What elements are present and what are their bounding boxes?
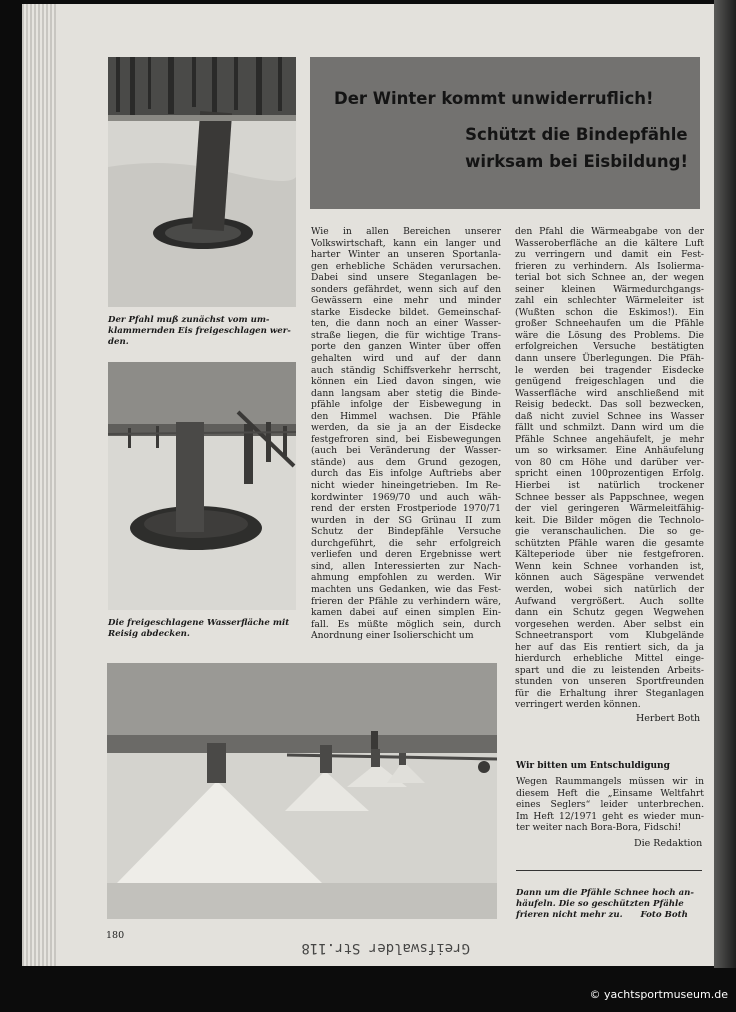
text-line: Pfähle Schnee angehäufelt, je mehr bbox=[515, 433, 704, 445]
text-line: den Pfahl die Wärmeabgabe von der bbox=[515, 226, 704, 237]
text-line: Reisig bedeckt. Das soll bezwecken, bbox=[515, 399, 704, 411]
text-line: Im Heft 12/1971 geht es wieder mun- bbox=[516, 810, 704, 822]
caption-line: frieren nicht mehr zu. Foto Both bbox=[516, 910, 688, 920]
text-line: wurden in der SG Grünau II zum bbox=[311, 514, 501, 526]
text-line: Aufwand vergrößert. Auch sollte bbox=[515, 595, 704, 607]
photo-reisig-cover bbox=[108, 362, 296, 610]
text-line: kordwinter 1969/70 und auch wäh- bbox=[311, 491, 501, 503]
text-line: ahmung empfohlen zu werden. Wir bbox=[311, 572, 501, 584]
text-line: (Wußten schon die Eskimos!). Ein bbox=[515, 306, 704, 318]
text-line: dann unsere Überlegungen. Die Pfäh- bbox=[515, 353, 704, 365]
text-line: kamen dabei auf einen simplen Ein- bbox=[311, 607, 501, 619]
caption-line: Der Pfahl muß zunächst vom um- bbox=[108, 315, 270, 325]
text-line: terial bot sich Schnee an, der wegen bbox=[515, 272, 704, 284]
text-line: Schutz der Bindepfähle Versuche bbox=[311, 526, 501, 538]
caption-line: Reisig abdecken. bbox=[108, 629, 190, 639]
headline-line-3: wirksam bei Eisbildung! bbox=[465, 152, 688, 171]
text-line: fällt und schmilzt. Dann wird um die bbox=[515, 422, 704, 434]
text-line: le werden bei tragender Eisdecke bbox=[515, 364, 704, 376]
text-line: Kälteperiode über nie festgefroren. bbox=[515, 549, 704, 561]
text-line: auch ständig Schiffsverkehr herrscht, bbox=[311, 364, 501, 376]
text-line: können ein Lied davon singen, wie bbox=[311, 376, 501, 388]
text-line: (auch bei Veränderung der Wasser- bbox=[311, 445, 501, 457]
text-line: großer Schneehaufen um die Pfähle bbox=[515, 318, 704, 330]
text-line: rend der ersten Frostperiode 1970/71 bbox=[311, 503, 501, 515]
text-line: stände) aus dem Grund gezogen, bbox=[311, 456, 501, 468]
text-line: daß nicht zuviel Schnee ins Wasser bbox=[515, 410, 704, 422]
text-line: zu verringern und damit ein Fest- bbox=[515, 249, 704, 261]
text-line: Wegen Raummangels müssen wir in bbox=[516, 776, 704, 787]
caption-photo-3 bbox=[516, 888, 706, 921]
text-line: zahl ein schlechter Wärmeleiter ist bbox=[515, 295, 704, 307]
text-line: Schneetransport vom Klubgelände bbox=[515, 630, 704, 642]
text-line: spart und die zu leistenden Arbeits- bbox=[515, 664, 704, 676]
text-line: gehalten wird und auf der dann bbox=[311, 353, 501, 365]
editorial-signature: Die Redaktion bbox=[634, 838, 703, 849]
text-line: durch das Eis infolge Auftriebs aber bbox=[311, 468, 501, 480]
text-line: ter weiter nach Bora-Bora, Fidschi! bbox=[516, 822, 682, 834]
text-line: Wasserfläche wird anschließend mit bbox=[515, 387, 704, 399]
text-line: vorgesehen werden. Aber selbst ein bbox=[515, 618, 704, 630]
text-line: fall. Es müßte möglich sein, durch bbox=[311, 618, 501, 630]
caption-photo-1 bbox=[108, 315, 298, 348]
text-line: sind, allen Interessierten zur Nach- bbox=[311, 560, 501, 572]
text-line: können auch Sägespäne verwendet bbox=[515, 572, 704, 584]
text-line: Volkswirtschaft, kann ein langer und bbox=[311, 237, 501, 249]
text-line: für die Erhaltung ihrer Steganlagen bbox=[515, 687, 704, 699]
caption-photo-2 bbox=[108, 618, 298, 640]
caption-line: den. bbox=[108, 337, 129, 347]
text-line: pfähle infolge der Eisbewegung in bbox=[311, 399, 501, 411]
page-number: 180 bbox=[106, 930, 125, 941]
text-line: verringert werden können. bbox=[515, 699, 641, 711]
text-line: porte den ganzen Winter über offen bbox=[311, 341, 501, 353]
text-line: nicht wieder hineingetrieben. Im Re- bbox=[311, 480, 501, 492]
apology-text bbox=[516, 776, 704, 834]
text-line: genügend freigeschlagen und die bbox=[515, 376, 704, 388]
photo-pole-in-ice bbox=[108, 57, 296, 307]
stamp-line: Greifswalder Str.118 bbox=[301, 940, 470, 956]
text-line: schützten Pfähle waren die gesamte bbox=[515, 537, 704, 549]
text-line: starke Eisdecke bildet. Gemeinschaf- bbox=[311, 306, 501, 318]
text-line: werden, wobei sich natürlich der bbox=[515, 583, 704, 595]
text-line: Anordnung einer Isolierschicht um bbox=[311, 630, 474, 642]
caption-line: Die freigeschlagene Wasserfläche mit bbox=[108, 618, 290, 628]
photo-snow-cones bbox=[107, 663, 497, 919]
text-line: dann ein Schutz gegen Wegwehen bbox=[515, 607, 704, 619]
divider-line bbox=[516, 870, 702, 871]
text-line: spricht einen 100prozentigen Erfolg. bbox=[515, 468, 704, 480]
text-line: hierdurch erhebliche Mittel einge- bbox=[515, 653, 704, 665]
caption-line: Dann um die Pfähle Schnee hoch an- bbox=[516, 888, 694, 898]
text-line: um so wirksamer. Eine Anhäufelung bbox=[515, 445, 704, 457]
text-line: Wenn kein Schnee vorhanden ist, bbox=[515, 560, 704, 572]
text-line: Dabei sind unsere Steganlagen be- bbox=[311, 272, 501, 284]
page-edge bbox=[714, 0, 736, 968]
headline-banner bbox=[310, 57, 700, 209]
text-line: sonders gefährdet, wenn sich auf den bbox=[311, 283, 501, 295]
watermark: © yachtsportmuseum.de bbox=[589, 988, 728, 1001]
text-line: Wie in allen Bereichen unserer bbox=[311, 226, 501, 237]
text-line: dann langsam aber stetig die Binde- bbox=[311, 387, 501, 399]
text-line: her auf das Eis rentiert sich, da ja bbox=[515, 641, 704, 653]
apology-title: Wir bitten um Entschuldigung bbox=[516, 761, 670, 771]
text-line: machten uns Gedanken, wie das Fest- bbox=[311, 583, 501, 595]
caption-line: klammernden Eis freigeschlagen wer- bbox=[108, 326, 291, 336]
text-line: gen erhebliche Schäden verursachen. bbox=[311, 260, 501, 272]
text-line: straße liegen, die für wichtige Trans- bbox=[311, 329, 501, 341]
text-line: der viel geringeren Wärmeleitfähig- bbox=[515, 503, 704, 515]
text-line: festgefroren sind, bei Eisbewegungen bbox=[311, 433, 501, 445]
text-line: harter Winter an unseren Sportanla- bbox=[311, 249, 501, 261]
text-line: wäre die Lösung des Problems. Die bbox=[515, 329, 704, 341]
text-line: eines Seglers“ leider unterbrechen. bbox=[516, 799, 704, 811]
book-spine bbox=[22, 4, 56, 966]
article-column-1 bbox=[311, 226, 501, 642]
text-line: verliefen und deren Ergebnisse wert bbox=[311, 549, 501, 561]
headline-line-1: Der Winter kommt unwiderruflich! bbox=[334, 89, 654, 108]
text-line: Hierbei ist natürlich trockener bbox=[515, 480, 704, 492]
text-line: von 80 cm Höhe und darüber ver- bbox=[515, 456, 704, 468]
text-line: gie veranschaulichen. Die so ge- bbox=[515, 526, 704, 538]
text-line: den Himmel wachsen. Die Pfähle bbox=[311, 410, 501, 422]
text-line: Gewässern eine mehr und minder bbox=[311, 295, 501, 307]
author-signature: Herbert Both bbox=[636, 713, 701, 724]
text-line: ten, die dann noch an einer Wasser- bbox=[311, 318, 501, 330]
library-stamp bbox=[240, 940, 470, 956]
text-line: frieren der Pfähle zu verhindern wäre, bbox=[311, 595, 501, 607]
text-line: seiner kleinen Wärmedurchgangs- bbox=[515, 283, 704, 295]
text-line: Schnee besser als Pappschnee, wegen bbox=[515, 491, 704, 503]
text-line: werden, da sie ja an der Eisdecke bbox=[311, 422, 501, 434]
text-line: keit. Die Bilder mögen die Technolo- bbox=[515, 514, 704, 526]
text-line: durchgeführt, die sehr erfolgreich bbox=[311, 537, 501, 549]
caption-line: häufeln. Die so geschützten Pfähle bbox=[516, 899, 684, 909]
text-line: diesem Heft die „Einsame Weltfahrt bbox=[516, 787, 704, 799]
text-line: erfolgreichen Versuche bestätigten bbox=[515, 341, 704, 353]
headline-line-2: Schützt die Bindepfähle bbox=[465, 125, 688, 144]
headline-lines-2-3 bbox=[465, 121, 688, 175]
text-line: Wasseroberfläche an die kältere Luft bbox=[515, 237, 704, 249]
text-line: frieren zu verhindern. Als Isolierma- bbox=[515, 260, 704, 272]
article-column-2 bbox=[515, 226, 704, 711]
text-line: stunden von unseren Sportfreunden bbox=[515, 676, 704, 688]
